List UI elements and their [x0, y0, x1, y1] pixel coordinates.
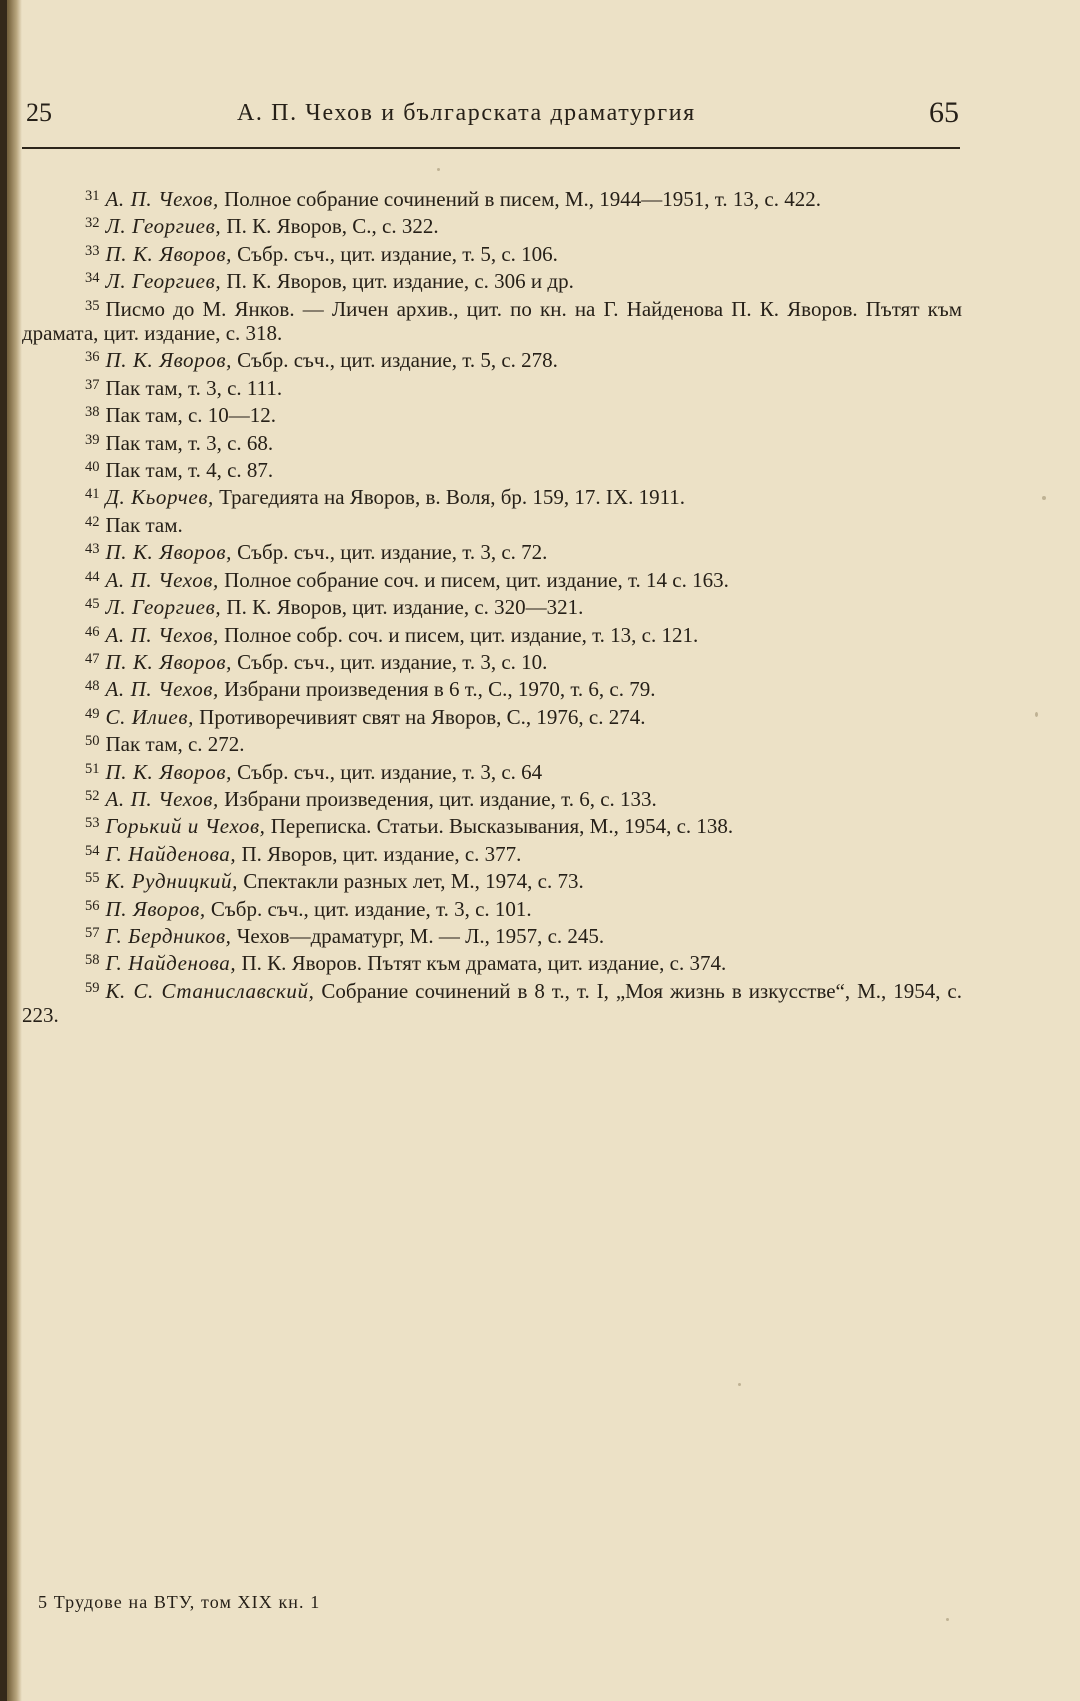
footnote-text: Пак там. [105, 512, 183, 537]
footnote-31 [22, 184, 962, 211]
footnote-number: 31 [85, 188, 100, 204]
header-rule [22, 147, 960, 149]
footnote-39 [22, 428, 962, 455]
footnotes-list [22, 184, 962, 1028]
footnote-text: П. К. Яворов, С., с. 322. [221, 214, 439, 239]
footnote-number: 44 [85, 568, 100, 585]
footnote-author: К. Рудницкий, [105, 869, 238, 894]
footnote-text: Събр. съч., цит. издание, т. 3, с. 72. [231, 540, 548, 565]
footnote-text: Събр. съч., цит. издание, т. 3, с. 101. [205, 896, 532, 921]
footnote-text: П. К. Яворов. Пътят към драмата, цит. издание, с. 374. [236, 951, 727, 976]
footnote-number: 34 [85, 270, 100, 287]
footnote-text: Избрани произведения, цит. издание, т. 6, с. 133. [218, 786, 657, 811]
footnote-number: 54 [85, 842, 100, 859]
footnote-number: 57 [85, 924, 100, 941]
footnote-number: 46 [85, 623, 100, 640]
footnote-number: 47 [85, 650, 100, 667]
footnote-36 [22, 345, 962, 372]
footnote-text: Пак там, т. 3, с. 68. [105, 430, 274, 455]
paper-speck [738, 1383, 741, 1386]
footnote-number: 38 [85, 404, 100, 421]
footnote-48 [22, 674, 962, 701]
footnote-50 [22, 729, 962, 756]
footnote-author: К. С. Станиславский, [105, 978, 315, 1003]
footnote-number: 32 [85, 215, 100, 232]
footnote-author: П. К. Яворов, [105, 759, 232, 784]
footnote-number: 36 [85, 349, 100, 366]
footnote-number: 35 [85, 297, 100, 314]
footnote-42 [22, 510, 962, 537]
footnote-53 [22, 811, 962, 838]
footnote-41 [22, 482, 962, 509]
footnote-number: 40 [85, 459, 100, 476]
footnote-33 [22, 239, 962, 266]
running-title: А. П. Чехов и българската драматургия [237, 100, 696, 126]
footnote-text: Полное собрание сочинений в писем, М., 1944—1951, т. 13, с. 422. [218, 187, 821, 211]
footnote-text: Полное собр. соч. и писем, цит. издание, т. 13, с. 121. [218, 622, 699, 647]
footnote-number: 50 [85, 733, 100, 750]
footnote-author: А. П. Чехов, [105, 786, 219, 811]
footnote-author: П. К. Яворов, [105, 241, 232, 266]
footnote-author: Л. Георгиев, [105, 269, 222, 294]
footnote-text: Събр. съч., цит. издание, т. 3, с. 64 [231, 759, 543, 784]
footnote-number: 33 [85, 242, 100, 259]
footnote-number: 39 [85, 431, 100, 448]
footnote-text: П. К. Яворов, цит. издание, с. 320—321. [221, 595, 584, 620]
footnote-45 [22, 592, 962, 619]
footnote-35 [22, 294, 962, 346]
footnote-34 [22, 266, 962, 293]
footnote-number: 53 [85, 815, 100, 832]
footnote-57 [22, 921, 962, 948]
footnote-author: Л. Георгиев, [105, 214, 222, 239]
footnote-text: Пак там, с. 10—12. [105, 403, 277, 428]
book-spine-edge [0, 0, 7, 1701]
page-number: 65 [929, 96, 959, 129]
footnote-54 [22, 839, 962, 866]
paper-speck [437, 168, 440, 171]
footnote-text: П. К. Яворов, цит. издание, с. 306 и др. [221, 269, 574, 294]
footnote-author: А. П. Чехов, [105, 187, 219, 211]
footnote-text: Полное собрание соч. и писем, цит. издание, т. 14 с. 163. [218, 567, 729, 592]
footnote-author: С. Илиев, [105, 704, 194, 729]
footnote-author: Л. Георгиев, [105, 595, 222, 620]
footnote-52 [22, 784, 962, 811]
footnote-32 [22, 211, 962, 238]
footnote-text: Чехов—драматург, М. — Л., 1957, с. 245. [231, 923, 605, 948]
footnote-author: Д. Кьорчев, [105, 485, 214, 510]
footnote-text: Переписка. Статьи. Высказывания, М., 1954, с. 138. [265, 814, 734, 839]
footnote-text: Пак там, т. 3, с. 111. [105, 375, 283, 400]
footnote-author: А. П. Чехов, [105, 622, 219, 647]
footnote-number: 52 [85, 787, 100, 804]
footnote-author: П. К. Яворов, [105, 649, 232, 674]
footnote-number: 55 [85, 870, 100, 887]
footnote-56 [22, 894, 962, 921]
footnote-text: Събр. съч., цит. издание, т. 5, с. 278. [231, 348, 558, 373]
footnote-47 [22, 647, 962, 674]
footnote-author: Г. Бердников, [105, 923, 232, 948]
footnote-58 [22, 948, 962, 975]
footnote-author: А. П. Чехов, [105, 567, 219, 592]
footnote-number: 48 [85, 678, 100, 695]
footnote-author: П. К. Яворов, [105, 540, 232, 565]
paper-speck [1035, 712, 1038, 717]
footnote-text: Спектакли разных лет, М., 1974, с. 73. [237, 869, 584, 894]
footnote-38 [22, 400, 962, 427]
footnote-40 [22, 455, 962, 482]
running-header [22, 98, 962, 138]
footnote-44 [22, 565, 962, 592]
paper-speck [1042, 496, 1046, 500]
footnote-number: 51 [85, 760, 100, 777]
footnote-number: 59 [85, 979, 100, 996]
footnote-author: А. П. Чехов, [105, 677, 219, 702]
footnote-number: 45 [85, 596, 100, 613]
footnote-author: Горький и Чехов, [105, 814, 266, 839]
footnote-text: Трагедията на Яворов, в. Воля, бр. 159, 17. IX. 1911. [213, 485, 686, 510]
footnote-author: П. К. Яворов, [105, 348, 232, 373]
paper-speck [946, 1618, 949, 1621]
footnote-text: Собрание сочинений в 8 т., т. I, „Моя жизнь в изкусстве“, М., 1954, с. 223. [22, 978, 962, 1028]
footnote-37 [22, 373, 962, 400]
footnote-text: П. Яворов, цит. издание, с. 377. [236, 841, 522, 866]
footnote-number: 58 [85, 952, 100, 969]
footnote-text: Писмо до М. Янков. — Личен архив., цит. по кн. на Г. Найденова П. К. Яворов. Пътят към драмата, цит. издание, с. 318. [22, 296, 962, 346]
footnote-55 [22, 866, 962, 893]
footnote-59 [22, 976, 962, 1028]
footnote-43 [22, 537, 962, 564]
footnote-text: Противоречивият свят на Яворов, С., 1976, с. 274. [193, 704, 646, 729]
footnote-number: 49 [85, 705, 100, 722]
footnote-51 [22, 757, 962, 784]
footnote-text: Пак там, с. 272. [105, 732, 245, 757]
footnote-49 [22, 702, 962, 729]
footnote-text: Избрани произведения в 6 т., С., 1970, т. 6, с. 79. [218, 677, 656, 702]
page-number-left: 25 [26, 98, 52, 127]
signature-mark: 5 Трудове на ВТУ, том XIX кн. 1 [38, 1592, 321, 1612]
footnote-author: Г. Найденова, [105, 951, 237, 976]
footnote-number: 56 [85, 897, 100, 914]
footnote-number: 43 [85, 541, 100, 558]
footnote-text: Пак там, т. 4, с. 87. [105, 458, 274, 483]
footnote-number: 41 [85, 486, 100, 503]
footnote-46 [22, 620, 962, 647]
footnote-text: Събр. съч., цит. издание, т. 3, с. 10. [231, 649, 548, 674]
footnote-number: 37 [85, 376, 100, 393]
footnote-number: 42 [85, 513, 100, 530]
footnote-author: П. Яворов, [105, 896, 206, 921]
footnote-text: Събр. съч., цит. издание, т. 5, с. 106. [231, 241, 558, 266]
footnote-author: Г. Найденова, [105, 841, 237, 866]
